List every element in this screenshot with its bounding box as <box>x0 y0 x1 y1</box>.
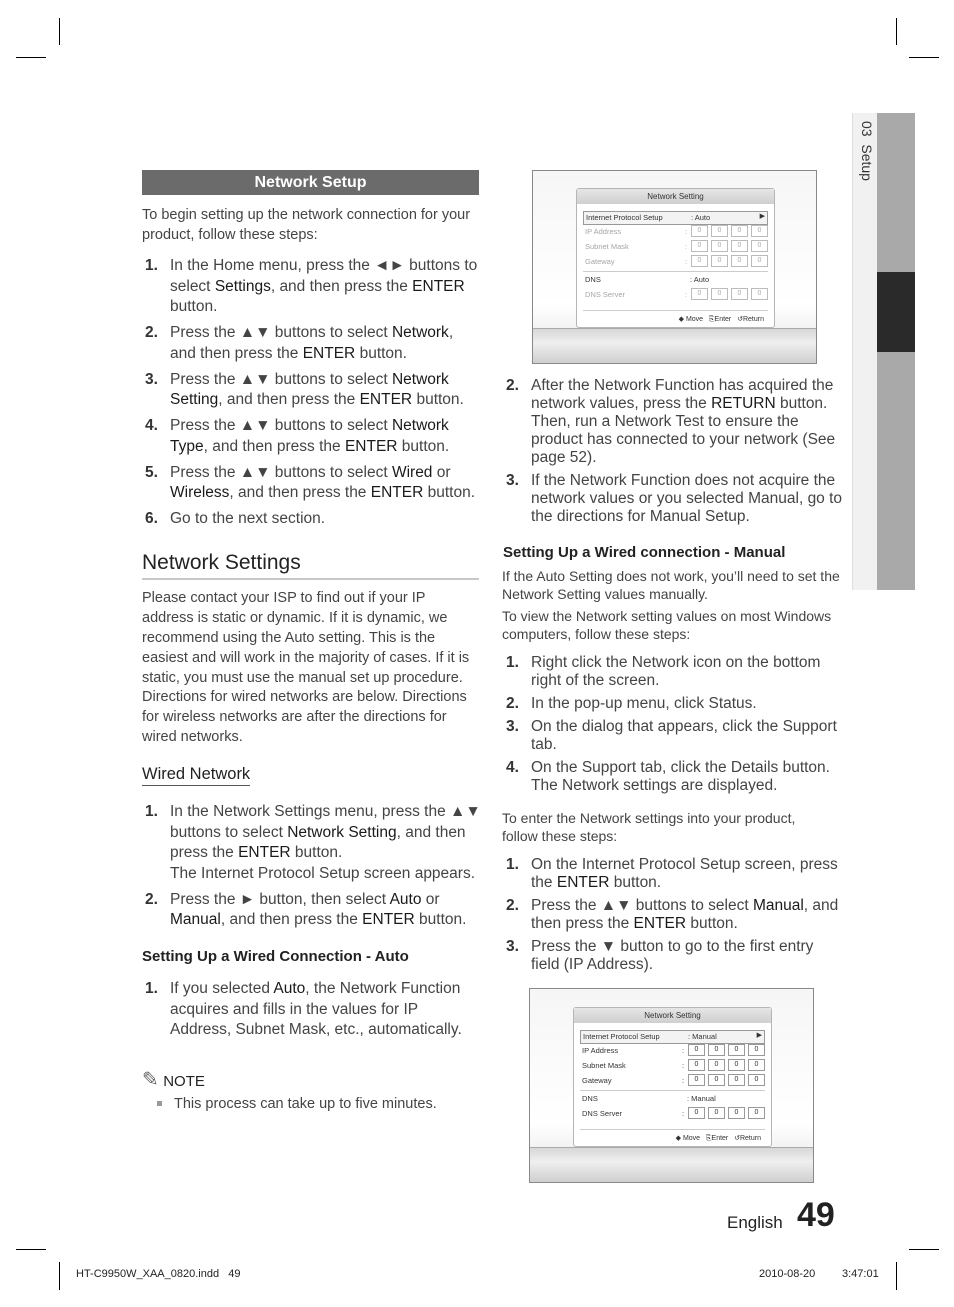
square-bullet-icon <box>157 1101 162 1106</box>
step-number: 4. <box>145 417 158 434</box>
colon: : <box>685 257 688 266</box>
return-icon: ↺ <box>737 316 743 323</box>
step-number: 1. <box>506 856 519 873</box>
octet-fields <box>688 1107 765 1119</box>
step-text: On the dialog that appears, click the Support tab. <box>531 718 837 753</box>
octet-input[interactable]: 0 <box>708 1044 725 1056</box>
setting-row[interactable] <box>583 241 768 253</box>
octet-input[interactable]: 0 <box>748 1107 765 1119</box>
step-number: 1. <box>145 980 158 997</box>
setting-row[interactable] <box>580 1060 765 1072</box>
windows-steps <box>503 654 843 800</box>
step-text: Press the ► button, then select Auto or Manual, and then press the ENTER button. <box>170 890 467 928</box>
step-text: In the Network Settings menu, press the ▲▼ buttons to select Network Setting, and then press the ENTER button. The Internet Protocol Setup screen appears. <box>170 803 481 882</box>
setting-label: Gateway <box>585 257 615 266</box>
step-number: 5. <box>145 463 158 481</box>
crop-mark <box>896 18 897 45</box>
move-label: ◆ Move <box>678 316 704 323</box>
octet-fields <box>691 288 768 300</box>
step-number: 2. <box>506 695 519 712</box>
step-item <box>142 323 482 364</box>
octet-input[interactable]: 0 <box>731 255 748 267</box>
sidebar-chapter: 03 <box>859 121 875 137</box>
octet-input[interactable]: 0 <box>751 240 768 252</box>
panel-footer <box>676 1134 761 1143</box>
step-item <box>503 377 843 467</box>
colon: : <box>685 242 688 251</box>
crop-mark <box>909 57 939 58</box>
wired-network-title: Wired Network <box>142 765 250 786</box>
step-number: 2. <box>145 324 158 341</box>
setting-label: Subnet Mask <box>582 1061 626 1070</box>
step-item <box>503 759 843 795</box>
crop-mark <box>16 57 46 58</box>
title-underline <box>142 578 479 580</box>
colon: : <box>682 1076 685 1085</box>
step-number: 2. <box>145 890 158 908</box>
return-label: Return <box>739 1135 761 1142</box>
setting-row[interactable] <box>583 289 768 301</box>
octet-fields <box>691 255 768 267</box>
setting-value: : Auto <box>691 213 711 222</box>
enter-settings-paragraph: To enter the Network settings into your product, follow these steps: <box>502 810 796 844</box>
manual-setup-title: Setting Up a Wired connection - Manual <box>503 544 786 561</box>
step-text: Press the ▲▼ buttons to select Network Type, and then press the ENTER button. <box>170 417 450 455</box>
return-label: Return <box>742 316 764 323</box>
octet-input[interactable]: 0 <box>711 225 728 237</box>
step-text: Press the ▲▼ buttons to select Manual, and then press the ENTER button. <box>531 897 839 932</box>
step-item <box>503 695 843 713</box>
colon: : <box>685 290 688 299</box>
octet-input[interactable]: 0 <box>748 1044 765 1056</box>
octet-input[interactable]: 0 <box>728 1107 745 1119</box>
crop-mark <box>909 1249 939 1250</box>
octet-input[interactable]: 0 <box>731 240 748 252</box>
step-item <box>142 416 482 457</box>
octet-input[interactable]: 0 <box>728 1059 745 1071</box>
step-text: On the Internet Protocol Setup screen, press the ENTER button. <box>531 856 838 891</box>
setting-row[interactable] <box>583 256 768 268</box>
octet-input[interactable]: 0 <box>688 1107 705 1119</box>
screen-reflection <box>530 1147 813 1182</box>
step-item <box>503 472 843 526</box>
auto-setup-title: Setting Up a Wired Connection - Auto <box>142 948 409 965</box>
setting-row[interactable] <box>580 1045 765 1057</box>
octet-input[interactable]: 0 <box>731 288 748 300</box>
setting-value: : Auto <box>690 275 710 284</box>
setting-label: DNS <box>582 1094 598 1103</box>
octet-input[interactable]: 0 <box>728 1044 745 1056</box>
octet-fields <box>691 240 768 252</box>
print-time: 3:47:01 <box>842 1268 879 1280</box>
network-setting-panel <box>576 188 775 328</box>
network-setup-steps <box>142 256 482 535</box>
network-setting-screen-auto <box>532 170 817 364</box>
setting-row[interactable] <box>580 1075 765 1087</box>
step-text: In the Home menu, press the ◄► buttons to select Settings, and then press the ENTER button. <box>170 257 478 315</box>
move-label: ◆ Move <box>675 1135 701 1142</box>
setting-value: : Manual <box>688 1032 717 1041</box>
colon: : <box>685 227 688 236</box>
octet-input[interactable]: 0 <box>748 1074 765 1086</box>
auto-setup-steps <box>142 979 482 1046</box>
step-number: 1. <box>145 803 158 820</box>
setting-label: Gateway <box>582 1076 612 1085</box>
step-item <box>503 718 843 754</box>
panel-divider <box>583 271 768 272</box>
octet-input[interactable]: 0 <box>711 255 728 267</box>
step-item <box>503 654 843 690</box>
sidebar-dark-block <box>877 272 915 352</box>
setting-label: Subnet Mask <box>585 242 629 251</box>
step-number: 3. <box>506 938 519 955</box>
setting-label: DNS <box>585 275 601 284</box>
octet-input[interactable]: 0 <box>708 1107 725 1119</box>
crop-mark <box>896 1262 897 1290</box>
step-item <box>142 463 482 504</box>
step-item <box>142 890 482 931</box>
manual-entry-steps <box>503 856 843 979</box>
step-text: On the Support tab, click the Details button. The Network settings are displayed. <box>531 759 830 794</box>
octet-input[interactable]: 0 <box>731 225 748 237</box>
octet-input[interactable]: 0 <box>728 1074 745 1086</box>
octet-input[interactable]: 0 <box>708 1074 725 1086</box>
step-number: 6. <box>145 510 158 527</box>
crop-mark <box>59 1262 60 1290</box>
network-setting-panel <box>573 1007 772 1147</box>
print-date: 2010-08-20 <box>759 1268 816 1280</box>
octet-input[interactable]: 0 <box>751 288 768 300</box>
octet-input[interactable]: 0 <box>751 255 768 267</box>
return-icon: ↺ <box>734 1135 740 1142</box>
step-text: Right click the Network icon on the bottom right of the screen. <box>531 654 821 689</box>
step-text: If you selected Auto, the Network Function acquires and fills in the values for IP Address, Subnet Mask, etc., automatically. <box>170 980 462 1038</box>
screen-reflection <box>533 328 816 363</box>
step-number: 2. <box>506 377 519 394</box>
note-block <box>142 1067 482 1112</box>
page-number: 49 <box>797 1196 835 1234</box>
setting-label: Internet Protocol Setup <box>583 1032 660 1041</box>
step-number: 2. <box>506 897 519 914</box>
step-item <box>503 897 843 933</box>
step-item <box>142 979 482 1041</box>
octet-input[interactable]: 0 <box>688 1044 705 1056</box>
octet-input[interactable]: 0 <box>691 240 708 252</box>
indd-filename: HT-C9950W_XAA_0820.indd 49 <box>76 1268 241 1280</box>
setting-row[interactable] <box>580 1108 765 1120</box>
setting-row[interactable] <box>580 1093 765 1105</box>
note-label: NOTE <box>163 1073 205 1090</box>
setting-label: Internet Protocol Setup <box>586 213 663 222</box>
octet-fields <box>688 1044 765 1056</box>
enter-label: Enter <box>714 316 732 323</box>
panel-footer <box>679 315 764 324</box>
pencil-icon: ✎ <box>142 1069 159 1091</box>
step-number: 3. <box>506 472 519 489</box>
octet-input[interactable]: 0 <box>688 1074 705 1086</box>
step-number: 3. <box>506 718 519 735</box>
setting-label: IP Address <box>582 1046 619 1055</box>
network-settings-title: Network Settings <box>142 551 301 574</box>
page-language: English <box>727 1213 783 1232</box>
wired-network-steps <box>142 802 482 936</box>
step-text: Go to the next section. <box>170 510 326 527</box>
colon: : <box>682 1046 685 1055</box>
manual-paragraph-1: If the Auto Setting does not work, you’ll need to set the Network Setting values manually. <box>502 568 840 602</box>
arrow-right-icon: ▶ <box>756 1032 762 1039</box>
isp-paragraph: Please contact your ISP to find out if your IP address is static or dynamic. If it is dynamic, we recommend using the Auto setting. This is the easiest and will work in the majority of cases. If it is static, you must use the manual set up procedure. <box>142 590 470 686</box>
octet-input[interactable]: 0 <box>688 1059 705 1071</box>
octet-input[interactable]: 0 <box>748 1059 765 1071</box>
note-text: This process can take up to five minutes. <box>174 1096 437 1112</box>
octet-input[interactable]: 0 <box>708 1059 725 1071</box>
auto-followup-steps <box>503 377 843 531</box>
step-text: After the Network Function has acquired the network values, press the RETURN button. Then, run a Network Test to ensure the product has connected to your network (See page 52). <box>531 377 836 466</box>
panel-divider <box>580 1129 765 1130</box>
step-text: In the pop-up menu, click Status. <box>531 695 757 712</box>
arrow-right-icon: ▶ <box>759 213 765 220</box>
step-item <box>142 256 482 318</box>
octet-input[interactable]: 0 <box>711 240 728 252</box>
step-item <box>142 370 482 411</box>
panel-title: Network Setting <box>577 189 774 204</box>
chapter-sidebar <box>852 113 915 590</box>
panel-divider <box>583 310 768 311</box>
setting-label: IP Address <box>585 227 622 236</box>
enter-icon: ⎘ <box>708 316 715 323</box>
octet-fields <box>688 1059 765 1071</box>
setting-label: DNS Server <box>582 1109 623 1118</box>
setting-value: : Manual <box>687 1094 716 1103</box>
sidebar-section: Setup <box>859 144 875 181</box>
panel-title: Network Setting <box>574 1008 771 1023</box>
step-text: If the Network Function does not acquire the network values or you selected Manual, go to the directions for Manual Setup. <box>531 472 843 525</box>
crop-mark <box>16 1249 46 1250</box>
step-text: Press the ▲▼ buttons to select Network Setting, and then press the ENTER button. <box>170 370 464 408</box>
step-text: Press the ▲▼ buttons to select Network, and then press the ENTER button. <box>170 324 454 362</box>
setting-row[interactable] <box>583 211 768 225</box>
setting-label: DNS Server <box>585 290 626 299</box>
step-number: 1. <box>506 654 519 671</box>
octet-input[interactable]: 0 <box>691 255 708 267</box>
manual-paragraph-2: To view the Network setting values on most Windows computers, follow these steps: <box>502 608 832 642</box>
network-setup-header: Network Setup <box>142 170 479 195</box>
step-text: Press the ▼ button to go to the first entry field (IP Address). <box>531 938 814 973</box>
setting-row[interactable] <box>580 1030 765 1044</box>
step-number: 3. <box>145 370 158 388</box>
enter-label: Enter <box>711 1135 729 1142</box>
octet-fields <box>688 1074 765 1086</box>
octet-input[interactable]: 0 <box>691 288 708 300</box>
step-item <box>142 802 482 884</box>
directions-paragraph: Directions for wired networks are below. Directions for wireless networks are after the directions for wired networks. <box>142 689 467 745</box>
enter-icon: ⎘ <box>705 1135 712 1142</box>
step-item <box>142 509 482 530</box>
step-item <box>503 856 843 892</box>
octet-input[interactable]: 0 <box>751 225 768 237</box>
sidebar-label <box>855 121 875 221</box>
colon: : <box>682 1109 685 1118</box>
step-text: Press the ▲▼ buttons to select Wired or Wireless, and then press the ENTER button. <box>170 463 476 501</box>
step-item <box>503 938 843 974</box>
step-number: 4. <box>506 759 519 776</box>
setting-row[interactable] <box>583 226 768 238</box>
octet-input[interactable]: 0 <box>711 288 728 300</box>
setting-row[interactable] <box>583 274 768 286</box>
octet-input[interactable]: 0 <box>691 225 708 237</box>
colon: : <box>682 1061 685 1070</box>
network-setting-screen-manual <box>529 988 814 1183</box>
crop-mark <box>59 18 60 45</box>
panel-divider <box>580 1090 765 1091</box>
network-setup-intro: To begin setting up the network connection for your product, follow these steps: <box>142 207 471 243</box>
step-number: 1. <box>145 257 158 274</box>
octet-fields <box>691 225 768 237</box>
